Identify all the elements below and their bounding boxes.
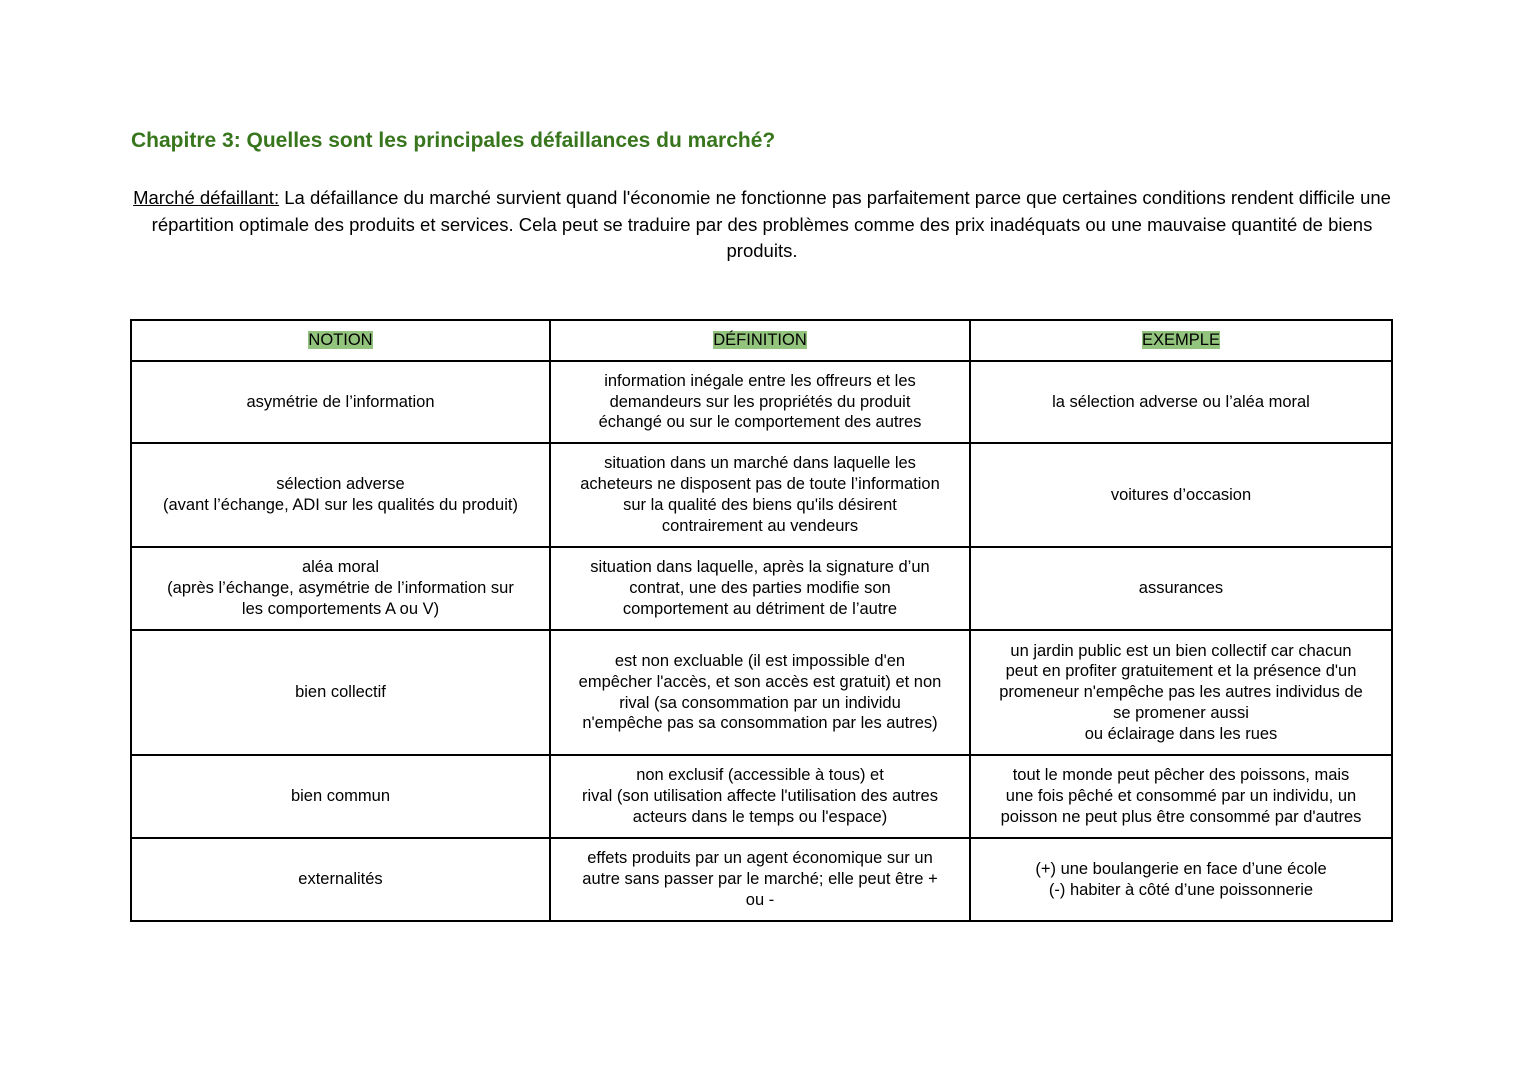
header-notion <box>131 320 550 361</box>
page-title: Chapitre 3: Quelles sont les principales défaillances du marché? <box>131 129 776 152</box>
header-example-label: EXEMPLE <box>1142 331 1220 350</box>
header-definition <box>550 320 970 361</box>
cell-notion: externalités <box>131 838 550 921</box>
intro-text: La défaillance du marché survient quand l'économie ne fonctionne pas parfaitement parce que certaines conditions rendent difficile une répartition optimale des produits et services. Cela peut se traduire par des problèmes comme des prix inadéquats ou une mauvaise quantité de biens produits. <box>151 187 1391 261</box>
table-header-row <box>131 320 1392 361</box>
table-row <box>131 361 1392 443</box>
cell-example: (+) une boulangerie en face d’une école (-) habiter à côté d’une poissonnerie <box>970 838 1392 921</box>
intro-paragraph <box>124 185 1400 265</box>
cell-definition: situation dans un marché dans laquelle les acheteurs ne disposent pas de toute l’information sur la qualité des biens qu'ils désirent contrairement au vendeurs <box>550 443 970 547</box>
cell-definition: effets produits par un agent économique sur un autre sans passer par le marché; elle peut être + ou - <box>550 838 970 921</box>
header-example <box>970 320 1392 361</box>
intro-term: Marché défaillant: <box>133 187 280 208</box>
cell-notion: aléa moral (après l’échange, asymétrie de l’information sur les comportements A ou V) <box>131 547 550 630</box>
cell-definition: est non excluable (il est impossible d'en empêcher l'accès, et son accès est gratuit) et non rival (sa consommation par un individu n'empêche pas sa consommation par les autres) <box>550 630 970 755</box>
cell-definition: information inégale entre les offreurs et les demandeurs sur les propriétés du produit échangé ou sur le comportement des autres <box>550 361 970 443</box>
cell-notion: bien commun <box>131 755 550 838</box>
table-row <box>131 630 1392 755</box>
cell-example: assurances <box>970 547 1392 630</box>
notions-table <box>130 319 1393 922</box>
cell-notion: bien collectif <box>131 630 550 755</box>
table-row <box>131 443 1392 547</box>
cell-example: tout le monde peut pêcher des poissons, mais une fois pêché et consommé par un individu, un poisson ne peut plus être consommé par d'autres <box>970 755 1392 838</box>
table-row <box>131 755 1392 838</box>
header-notion-label: NOTION <box>308 331 373 350</box>
table-row <box>131 838 1392 921</box>
header-definition-label: DÉFINITION <box>713 331 807 350</box>
cell-example: la sélection adverse ou l’aléa moral <box>970 361 1392 443</box>
table-row <box>131 547 1392 630</box>
cell-example: voitures d’occasion <box>970 443 1392 547</box>
cell-example: un jardin public est un bien collectif car chacun peut en profiter gratuitement et la présence d'un promeneur n'empêche pas les autres individus de se promener aussi ou éclairage dans les rues <box>970 630 1392 755</box>
cell-notion: asymétrie de l’information <box>131 361 550 443</box>
cell-definition: non exclusif (accessible à tous) et rival (son utilisation affecte l'utilisation des autres acteurs dans le temps ou l'espace) <box>550 755 970 838</box>
cell-definition: situation dans laquelle, après la signature d’un contrat, une des parties modifie son comportement au détriment de l’autre <box>550 547 970 630</box>
cell-notion: sélection adverse (avant l’échange, ADI sur les qualités du produit) <box>131 443 550 547</box>
